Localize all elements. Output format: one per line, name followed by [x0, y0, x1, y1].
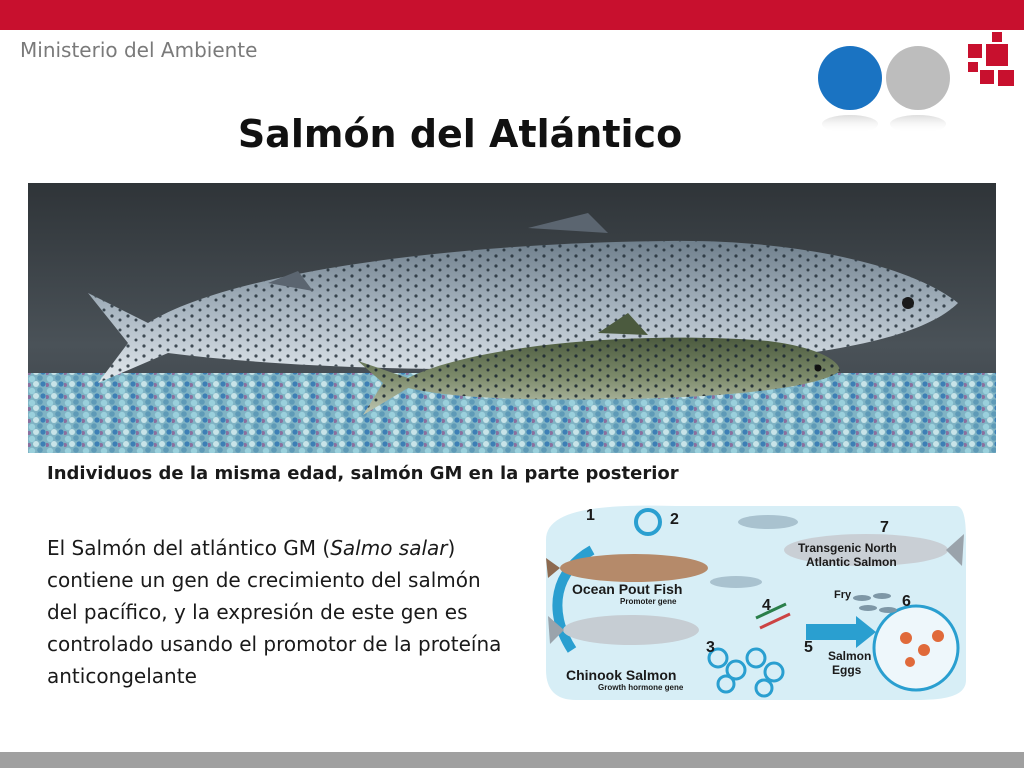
salmon-eggs-icon: [874, 606, 958, 690]
step-6: 6: [902, 593, 911, 610]
step-3: 3: [706, 639, 715, 656]
label-ocean-pout: Ocean Pout Fish: [572, 581, 683, 597]
top-accent-bar: [0, 0, 1024, 30]
step-5: 5: [804, 639, 813, 656]
slide-title: Salmón del Atlántico: [237, 112, 683, 156]
label-eggs-1: Salmon: [828, 649, 872, 663]
description-paragraph: [47, 532, 517, 692]
step-4: 4: [762, 597, 771, 614]
ocean-pout-fish-icon: [560, 554, 708, 582]
bottom-bar: [0, 752, 1024, 768]
step-2: 2: [670, 511, 679, 528]
label-fry: Fry: [834, 589, 852, 601]
chinook-salmon-icon: [563, 615, 699, 645]
step-7: 7: [880, 519, 889, 536]
transgenic-salmon-diagram: [536, 500, 966, 700]
salmon-photo: [28, 183, 996, 453]
description-text-2: ) contiene un gen de crecimiento del salmón del pacífico, y la expresión de este gen es controlado usando el promotor de la proteína anticongelante: [47, 536, 502, 688]
ministry-logo-icon: [962, 20, 1022, 90]
description-text-1: El Salmón del atlántico GM (: [47, 536, 331, 560]
step-1: 1: [586, 507, 595, 524]
photo-caption: Individuos de la misma edad, salmón GM en la parte posterior: [47, 463, 679, 484]
organization-name: Ministerio del Ambiente: [20, 38, 258, 62]
label-growth-hormone: Growth hormone gene: [598, 683, 684, 692]
label-transgenic-1: Transgenic North: [798, 541, 897, 555]
species-name: Salmo salar: [330, 536, 448, 560]
salmon-photo-icon: [28, 183, 996, 453]
label-chinook: Chinook Salmon: [566, 667, 677, 683]
label-eggs-2: Eggs: [832, 663, 862, 677]
label-transgenic-2: Atlantic Salmon: [806, 555, 897, 569]
label-promoter-gene: Promoter gene: [620, 597, 677, 606]
